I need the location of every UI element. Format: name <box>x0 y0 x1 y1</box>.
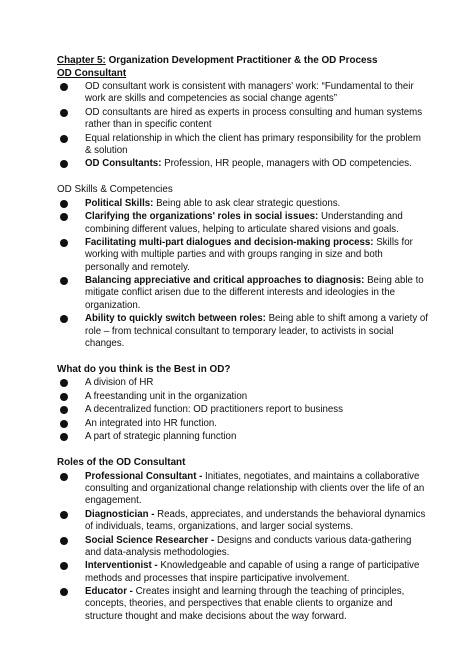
item-text: Reads, appreciates, and understands the behavioral dynamics of individuals, teams, organizations, and larger social systems. <box>85 508 426 533</box>
section-heading-best-in-od: What do you think is the Best in OD? <box>57 363 231 375</box>
item-term: Balancing appreciative and critical approaches to diagnosis: <box>85 275 365 287</box>
list-item <box>57 158 429 170</box>
item-text: Understanding and combining different values, helping to articulate shared visions and goals. <box>85 211 403 235</box>
bullet-icon <box>60 588 68 596</box>
item-term: Clarifying the organizations' roles in social issues: <box>85 211 319 223</box>
bullet-icon <box>60 109 68 117</box>
list-item <box>57 471 429 508</box>
item-term: Political Skills: <box>85 197 154 209</box>
item-text: OD consultant work is consistent with managers' work: “Fundamental to their work are skills and competencies as social change agents” <box>85 81 414 105</box>
list-item <box>57 431 429 443</box>
bullet-icon <box>60 433 68 441</box>
list-item <box>57 391 429 403</box>
list-item <box>57 560 429 585</box>
item-term: Diagnostician - <box>85 508 155 520</box>
bullet-icon <box>60 213 68 221</box>
list-item <box>57 535 429 560</box>
item-term: Facilitating multi-part dialogues and decision-making process: <box>85 237 374 249</box>
bullet-icon <box>60 83 68 91</box>
od-consultant-list <box>57 81 429 171</box>
item-text: A part of strategic planning function <box>85 431 237 443</box>
bullet-icon <box>60 406 68 414</box>
section-heading-roles: Roles of the OD Consultant <box>57 457 186 469</box>
item-text: Creates insight and learning through the teaching of principles, concepts, theories, and perspectives that enable clients to organize and structure thought and make decisions about the way forward. <box>85 586 405 622</box>
item-text: Being able to ask clear strategic questions. <box>153 197 341 209</box>
roles-list <box>57 471 429 623</box>
chapter-number: Chapter 5: <box>57 55 106 66</box>
bullet-icon <box>60 379 68 387</box>
item-text: Knowledgeable and capable of using a range of participative methods and processes that inspire participative involvement. <box>85 560 420 584</box>
bullet-icon <box>60 420 68 428</box>
list-item <box>57 211 429 236</box>
bullet-icon <box>60 511 68 519</box>
list-item <box>57 404 429 416</box>
item-text: Designs and conducts various data-gathering and data-analysis methodologies. <box>85 534 412 558</box>
list-item <box>57 237 429 274</box>
item-term: Social Science Researcher - <box>85 534 215 546</box>
item-text: A division of HR <box>85 377 154 389</box>
list-item <box>57 586 429 623</box>
item-text: An integrated into HR function. <box>85 417 217 429</box>
item-text: Equal relationship in which the client has primary responsibility for the problem & solution <box>85 132 421 156</box>
list-item <box>57 133 429 158</box>
item-text: Being able to shift among a variety of role – from technical consultant to temporary leader, to activists in social changes. <box>85 313 428 349</box>
item-text: Profession, HR people, managers with OD competencies. <box>161 158 412 170</box>
chapter-name: Organization Development Practitioner & the OD Process <box>105 55 378 66</box>
bullet-icon <box>60 277 68 285</box>
bullet-icon <box>60 473 68 481</box>
bullet-icon <box>60 562 68 570</box>
bullet-icon <box>60 537 68 545</box>
document-page <box>57 55 429 624</box>
bullet-icon <box>60 160 68 168</box>
list-item <box>57 81 429 106</box>
item-text: OD consultants are hired as experts in process consulting and human systems rather than in specific content <box>85 106 423 131</box>
item-term: Professional Consultant - <box>85 470 203 482</box>
item-term: Ability to quickly switch between roles: <box>85 313 266 325</box>
item-term: Interventionist - <box>85 560 158 572</box>
bullet-icon <box>60 315 68 323</box>
list-item <box>57 313 429 350</box>
item-text: Being able to mitigate conflict arisen due to the different interests and ideologies in the organization. <box>85 275 424 311</box>
bullet-icon <box>60 200 68 208</box>
skills-list <box>57 198 429 350</box>
chapter-title <box>57 55 429 68</box>
item-text: A freestanding unit in the organization <box>85 390 248 402</box>
list-item <box>57 275 429 312</box>
item-term: Educator - <box>85 586 133 598</box>
item-text: Skills for working with multiple parties and with groups ranging in size and both personally and remotely. <box>85 237 413 273</box>
item-term: OD Consultants: <box>85 158 162 170</box>
list-item <box>57 509 429 534</box>
section-heading-od-consultant: OD Consultant <box>57 67 127 79</box>
item-text: A decentralized function: OD practitioners report to business <box>85 404 343 416</box>
bullet-icon <box>60 393 68 401</box>
list-item <box>57 418 429 430</box>
best-in-od-list <box>57 377 429 443</box>
bullet-icon <box>60 239 68 247</box>
list-item <box>57 198 429 210</box>
list-item <box>57 107 429 132</box>
bullet-icon <box>60 135 68 143</box>
item-text: Initiates, negotiates, and maintains a collaborative consulting and organizational change relationship with clients over the life of an engagement. <box>85 470 425 507</box>
list-item <box>57 377 429 389</box>
section-heading-skills: OD Skills & Competencies <box>57 184 173 196</box>
